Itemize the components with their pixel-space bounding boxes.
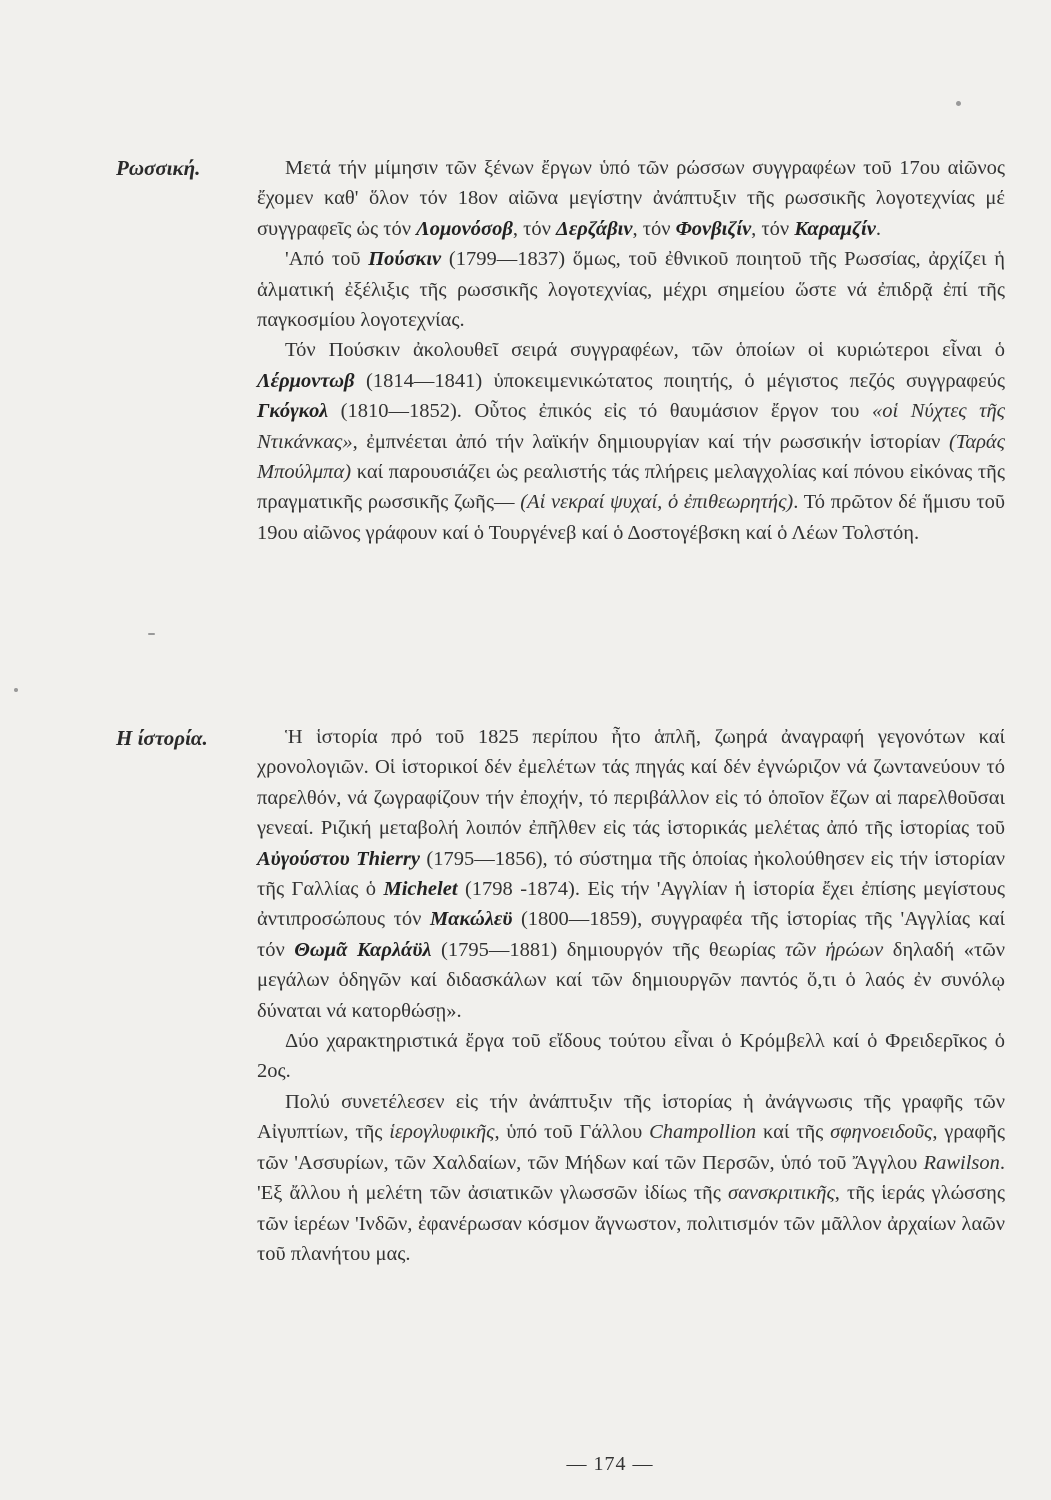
russian-section bbox=[257, 153, 1005, 548]
history-section bbox=[257, 722, 1005, 1269]
paragraph: Μετά τήν μίμησιν τῶν ξένων ἔργων ὑπό τῶν ρώσσων συγγραφέων τοῦ 17ου αἰῶνος ἔχομεν καθ' ὅλον τόν 18ον αἰῶνα μεγίστην ἀνάπτυξιν τῆς ρωσσικῆς λογοτεχνίας μέ συγγραφεῖς ὡς τόν Λομονόσοβ, τόν Δερζάβιν, τόν Φονβιζίν, τόν Καραμζίν. bbox=[257, 157, 1005, 240]
paper-speck bbox=[148, 633, 155, 635]
paragraph: 'Από τοῦ Πούσκιν (1799—1837) ὅμως, τοῦ ἐθνικοῦ ποιητοῦ τῆς Ρωσσίας, ἀρχίζει ἡ ἁλματική ἐξέλιξις τῆς ρωσσικῆς λογοτεχνίας, μέχρι σημείου ὥστε νά ἐπιδρᾷ ἐπί τῆς παγκοσμίου λογοτεχνίας. bbox=[257, 248, 1005, 332]
paper-speck bbox=[14, 688, 18, 692]
margin-note-russian: Ρωσσική. bbox=[116, 156, 201, 180]
paragraph: Ἡ ἱστορία πρό τοῦ 1825 περίπου ἦτο ἁπλῆ, ζωηρά ἀναγραφή γεγονότων καί χρονολογιῶν. Οἱ ἱστορικοί δέν ἐμελέτων τάς πηγάς καί δέν ἐγνώριζον νά ζωντανεύουν τό παρελθόν, νά ζωγραφίζουν τήν ἐποχήν, τό περιβάλλον εἰς τό ὁποῖον ἔζων αἱ παρελθοῦσαι γενεαί. Ριζική μεταβολή λοιπόν ἐπῆλθεν εἰς τάς ἱστορικάς μελέτας ἀπό τῆς ἱστορίας τοῦ Αὐγούστου Thierry (1795—1856), τό σύστημα τῆς ὁποίας ἠκολούθησεν εἰς τήν ἱστορίαν τῆς Γαλλίας ὁ Michelet (1798 -1874). Εἰς τήν 'Αγγλίαν ἡ ἱστορία ἔχει ἐπίσης μεγίστους ἀντιπροσώπους τόν Μακώλεϋ (1800—1859), συγγραφέα τῆς ἱστορίας τῆς 'Αγγλίας καί τόν Θωμᾶ Καρλάϋλ (1795—1881) δημιουργόν τῆς θεωρίας τῶν ἡρώων δηλαδή «τῶν μεγάλων ὁδηγῶν καί διδασκάλων καί τῶν δημιουργῶν παντός ὅ,τι ὁ λαός ἐν συνόλῳ δύναται νά κατορθώσῃ». bbox=[257, 726, 1006, 1022]
paragraph: Δύο χαρακτηριστικά ἔργα τοῦ εἴδους τούτου εἶναι ὁ Κρόμβελλ καί ὁ Φρειδερῖκος ὁ 2ος. bbox=[257, 1030, 1005, 1083]
paragraph: Τόν Πούσκιν ἀκολουθεῖ σειρά συγγραφέων, τῶν ὁποίων οἱ κυριώτεροι εἶναι ὁ Λέρμοντωβ (1814—1841) ὑποκειμενικώτατος ποιητής, ὁ μέγιστος πεζός συγγραφεύς Γκόγκολ (1810—1852). Οὗτος ἐπικός εἰς τό θαυμάσιον ἔργον του «οἱ Νύχτες τῆς Ντικάνκας», ἐμπνέεται ἀπό τήν λαϊκήν δημιουργίαν καί τήν ρωσσικήν ἱστορίαν (Ταράς Μπούλμπα) καί παρουσιάζει ὡς ρεαλιστής τάς πλήρεις μελαγχολίας καί πόνου εἰκόνας τῆς πραγματικῆς ρωσσικῆς ζωῆς— (Αἱ νεκραί ψυχαί, ὁ ἐπιθεωρητής). Τό πρῶτον δέ ἥμισυ τοῦ 19ου αἰῶνος γράφουν καί ὁ Τουργένεβ καί ὁ Δοστογέβσκη καί ὁ Λέων Τολστόη. bbox=[257, 339, 1006, 544]
page-number: — 174 — bbox=[566, 1453, 654, 1475]
paragraph: Πολύ συνετέλεσεν εἰς τήν ἀνάπτυξιν τῆς ἱστορίας ἡ ἀνάγνωσις τῆς γραφῆς τῶν Αἰγυπτίων, τῆς ἱερογλυφικῆς, ὑπό τοῦ Γάλλου Champollion καί τῆς σφηνοειδοῦς, γραφῆς τῶν 'Ασσυρίων, τῶν Χαλδαίων, τῶν Μήδων καί τῶν Περσῶν, ὑπό τοῦ Ἄγγλου Rawilson. 'Εξ ἄλλου ἡ μελέτη τῶν ἀσιατικῶν γλωσσῶν ἰδίως τῆς σανσκριτικῆς, τῆς ἱεράς γλώσσης τῶν ἱερέων 'Ινδῶν, ἐφανέρωσαν κόσμον ἄγνωστον, πολιτισμόν τῶν μᾶλλον ἀρχαίων λαῶν τοῦ πλανήτου μας. bbox=[257, 1090, 1005, 1265]
paper-speck bbox=[956, 101, 961, 106]
margin-note-history: Η ίστορία. bbox=[116, 726, 208, 750]
